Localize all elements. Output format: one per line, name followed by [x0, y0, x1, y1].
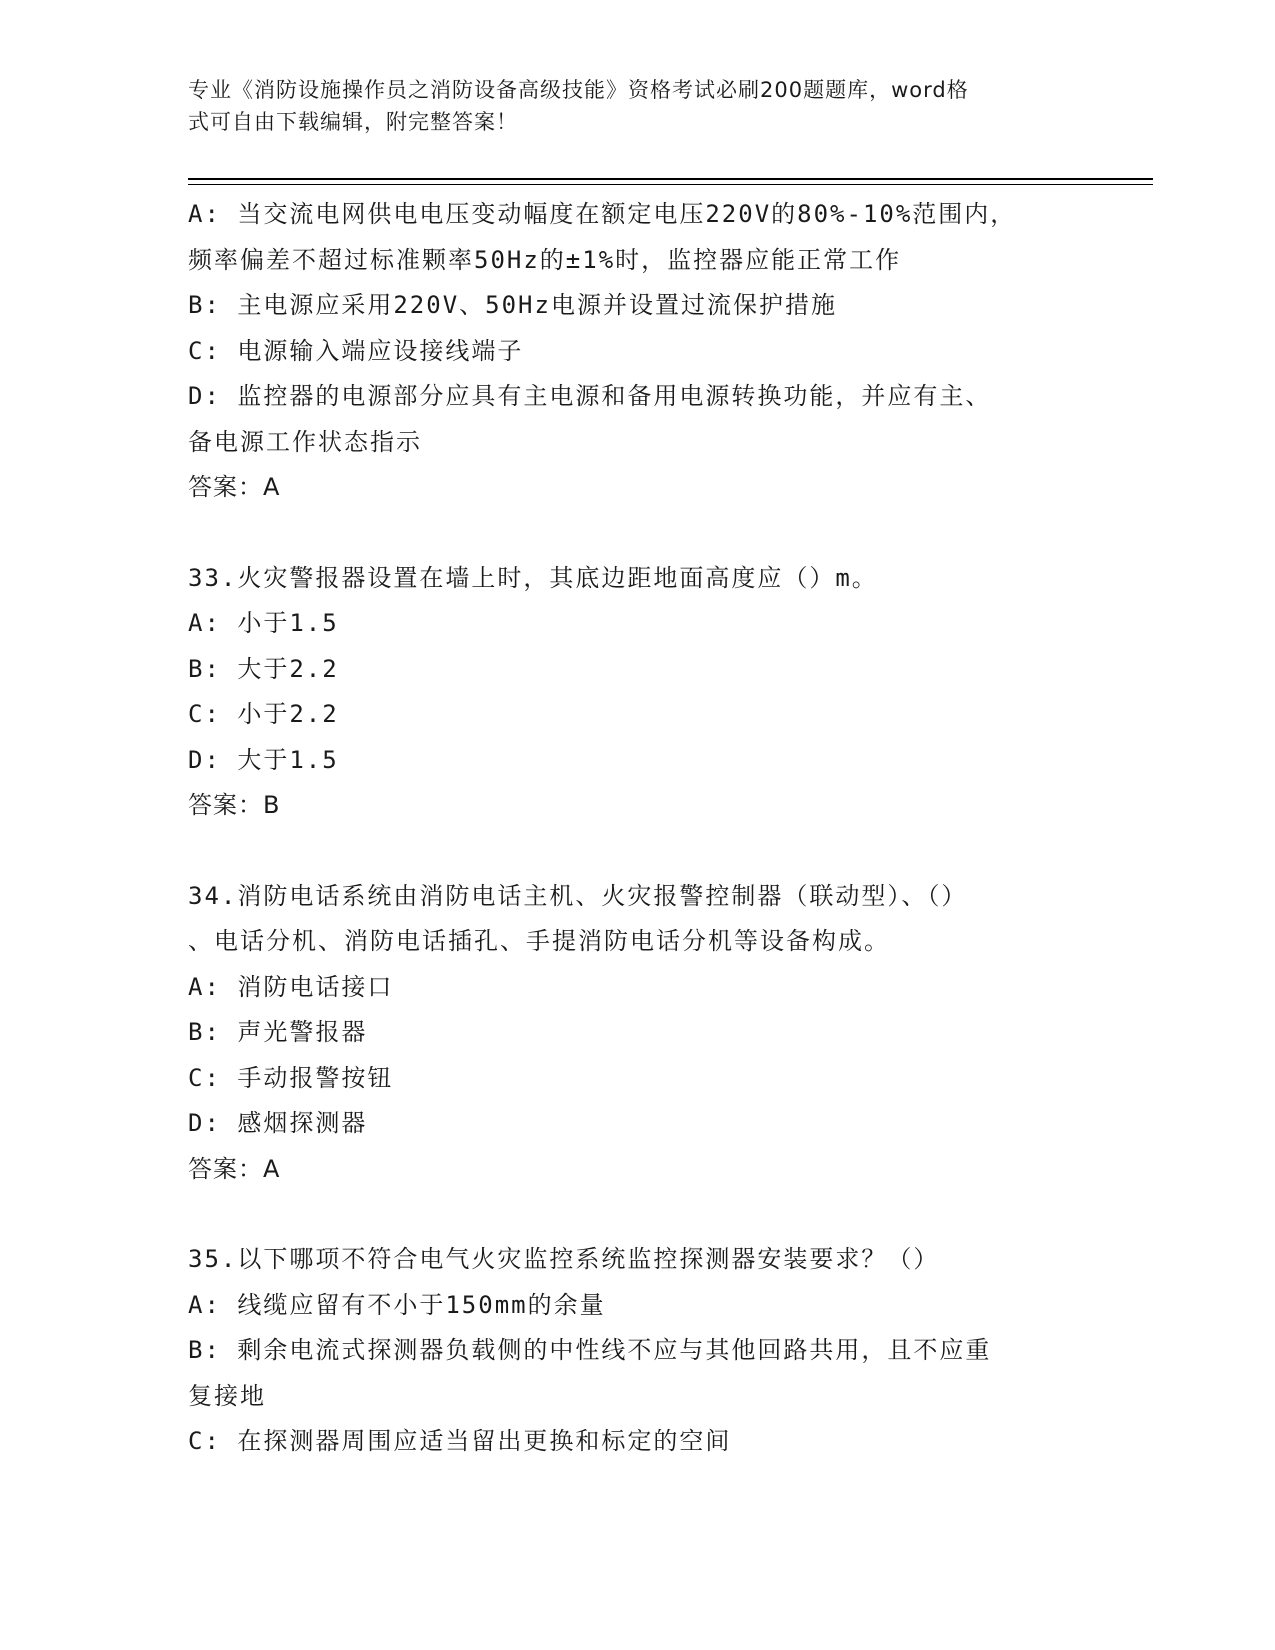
question-35-block — [188, 1237, 1088, 1465]
question-34-block — [188, 874, 1088, 1193]
q34-option-b: B: 声光警报器 — [188, 1018, 368, 1046]
q34-question-line-2: 、电话分机、消防电话插孔、手提消防电话分机等设备构成。 — [188, 927, 890, 955]
q33-question: 33.火灾警报器设置在墙上时，其底边距地面高度应（）m。 — [188, 563, 878, 592]
q35-option-c: C: 在探测器周围应适当留出更换和标定的空间 — [188, 1427, 732, 1455]
q34-option-c: C: 手动报警按钮 — [188, 1063, 394, 1092]
q32-option-b: B: 主电源应采用220V、50Hz电源并设置过流保护措施 — [188, 291, 837, 319]
spacer — [188, 1192, 1088, 1237]
q34-answer: 答案：A — [188, 1154, 281, 1183]
q35-option-a: A: 线缆应留有不小于150mm的余量 — [188, 1290, 606, 1319]
q33-option-b: B: 大于2.2 — [188, 654, 339, 683]
question-33-block — [188, 556, 1088, 829]
q35-option-b-line-1: B: 剩余电流式探测器负载侧的中性线不应与其他回路共用，且不应重 — [188, 1336, 992, 1364]
q32-option-d-line-2: 备电源工作状态指示 — [188, 427, 422, 456]
q34-option-d: D: 感烟探测器 — [188, 1109, 368, 1137]
spacer — [188, 511, 1088, 556]
q33-answer: 答案：B — [188, 791, 281, 819]
q35-question: 35.以下哪项不符合电气火灾监控系统监控探测器安装要求？（） — [188, 1245, 940, 1273]
header-divider-thin — [188, 184, 1153, 185]
document-header — [188, 74, 1068, 138]
q34-option-a: A: 消防电话接口 — [188, 972, 394, 1001]
q32-option-c: C: 电源输入端应设接线端子 — [188, 336, 524, 365]
question-list — [188, 192, 1088, 1465]
q33-option-a: A: 小于1.5 — [188, 609, 339, 637]
q33-option-c: C: 小于2.2 — [188, 700, 339, 728]
q32-option-d-line-1: D: 监控器的电源部分应具有主电源和备用电源转换功能，并应有主、 — [188, 382, 992, 410]
spacer — [188, 829, 1088, 874]
question-32-block — [188, 192, 1088, 511]
q35-option-b-line-2: 复接地 — [188, 1381, 266, 1410]
header-line-1: 专业《消防设施操作员之消防设备高级技能》资格考试必刷200题题库，word格 — [188, 78, 969, 102]
q32-option-a-line-1: A: 当交流电网供电电压变动幅度在额定电压220V的80%-10%范围内， — [188, 200, 1017, 228]
q32-answer: 答案：A — [188, 473, 281, 501]
q33-option-d: D: 大于1.5 — [188, 745, 339, 774]
header-divider-thick — [188, 178, 1153, 180]
header-line-2: 式可自由下载编辑，附完整答案！ — [188, 110, 518, 134]
q32-option-a-line-2: 频率偏差不超过标准颗率50Hz的±1%时，监控器应能正常工作 — [188, 245, 902, 274]
q34-question-line-1: 34.消防电话系统由消防电话主机、火灾报警控制器（联动型）、（） — [188, 881, 968, 910]
